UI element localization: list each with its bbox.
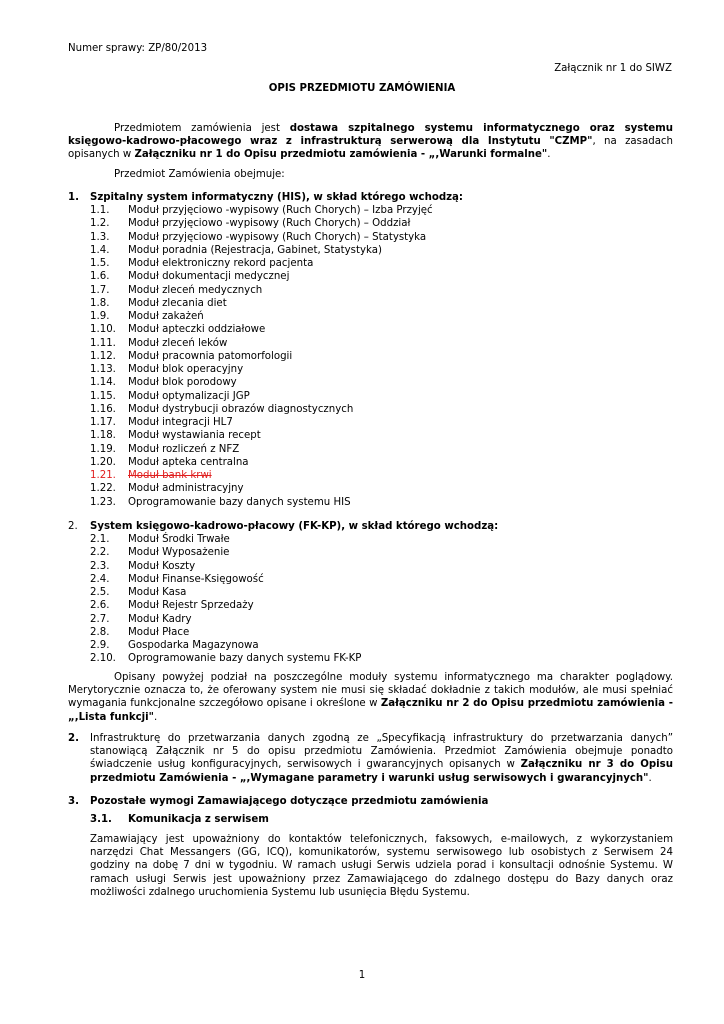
modules-note-text-2: . xyxy=(153,711,158,723)
annex-reference: Załącznik nr 1 do SIWZ xyxy=(554,63,672,74)
section-2-heading xyxy=(68,520,498,533)
list-item xyxy=(90,443,433,456)
point-2-paragraph xyxy=(68,732,673,785)
list-item xyxy=(90,310,433,323)
list-item xyxy=(90,546,361,559)
list-item-label: Moduł zlecania diet xyxy=(128,297,227,309)
point-2-text-2: . xyxy=(648,772,652,784)
list-item-number: 1.23. xyxy=(90,496,116,508)
list-item-number: 1.13. xyxy=(90,364,116,375)
list-item-label: Moduł Wyposażenie xyxy=(128,547,230,559)
list-item-label: Moduł Płace xyxy=(128,626,190,638)
list-item-number: 1.8. xyxy=(90,297,110,309)
list-item-number: 2.8. xyxy=(90,626,110,638)
list-item-label: Moduł blok porodowy xyxy=(128,377,237,389)
list-item-label: Moduł dystrybucji obrazów diagnostycznych xyxy=(128,403,354,415)
list-item-number: 2.9. xyxy=(90,640,110,651)
list-item-label: Moduł Finanse-Księgowość xyxy=(128,573,264,585)
list-item xyxy=(90,652,361,665)
list-item xyxy=(90,533,361,546)
list-item xyxy=(90,403,433,416)
intro-text: Przedmiotem zamówienia jest xyxy=(114,123,290,134)
list-item-number: 1.20. xyxy=(90,456,116,468)
point-2-annex-bold: Załączniku nr 3 do Opisu przedmiotu Zamówienia - „,Wymagane parametry i warunki usług serwisowych i gwarancyjnych" xyxy=(90,759,673,784)
scope-intro: Przedmiot Zamówienia obejmuje: xyxy=(114,169,285,180)
list-item-label: Gospodarka Magazynowa xyxy=(128,640,259,651)
intro-text-2: , na zasadach opisanych w xyxy=(68,136,673,161)
list-item xyxy=(90,204,433,217)
list-item-number: 1.4. xyxy=(90,244,110,256)
list-item-label: Moduł integracji HL7 xyxy=(128,417,233,428)
list-item xyxy=(90,599,361,612)
list-item-label: Moduł przyjęciowo -wypisowy (Ruch Chorych) – Statystyka xyxy=(128,231,427,243)
list-item xyxy=(90,613,361,626)
list-item xyxy=(90,284,433,297)
list-item-number: 1.12. xyxy=(90,350,116,362)
list-item-number: 2.1. xyxy=(90,534,110,545)
list-item-number: 1.2. xyxy=(90,218,110,230)
page-number: 1 xyxy=(358,970,366,981)
list-item-number: 1.5. xyxy=(90,258,110,269)
list-item-label: Oprogramowanie bazy danych systemu HIS xyxy=(128,496,351,508)
point-2-number: 2. xyxy=(68,733,79,744)
list-item-number: 1.10. xyxy=(90,324,116,336)
list-item-number: 1.22. xyxy=(90,483,116,495)
list-item-number: 1.16. xyxy=(90,403,116,415)
section-1-heading xyxy=(68,191,463,204)
list-item-number: 2.4. xyxy=(90,573,110,585)
list-item xyxy=(90,337,433,350)
list-item-number: 2.7. xyxy=(90,613,110,625)
section-1-number: 1. xyxy=(68,192,79,203)
list-item-label: Moduł zleceń medycznych xyxy=(128,284,263,296)
list-item-label: Moduł apteka centralna xyxy=(128,456,249,468)
list-item xyxy=(90,482,433,495)
section-1-title: Szpitalny system informatyczny (HIS), w skład którego wchodzą: xyxy=(90,192,464,203)
list-item-number: 1.6. xyxy=(90,271,110,283)
his-module-list xyxy=(90,204,433,509)
list-item-label: Moduł bank krwi xyxy=(128,470,212,481)
list-item-number: 1.14. xyxy=(90,377,116,389)
subsection-3-1-number: 3.1. xyxy=(90,814,112,825)
list-item-label: Moduł zakażeń xyxy=(128,311,204,322)
list-item xyxy=(90,469,433,482)
list-item xyxy=(90,560,361,573)
list-item-label: Moduł Środki Trwałe xyxy=(128,534,230,545)
list-item-label: Moduł optymalizacji JGP xyxy=(128,390,250,402)
list-item xyxy=(90,363,433,376)
list-item xyxy=(90,350,433,363)
list-item-number: 1.21. xyxy=(90,470,116,481)
list-item-number: 1.11. xyxy=(90,337,116,349)
intro-annex-bold: Załączniku nr 1 do Opisu przedmiotu zamówienia - „,Warunki formalne" xyxy=(134,149,548,161)
list-item xyxy=(90,297,433,310)
list-item xyxy=(90,496,433,509)
case-number: Numer sprawy: ZP/80/2013 xyxy=(68,43,208,54)
intro-subject-bold: dostawa szpitalnego systemu informatycznego oraz systemu księgowo-kadrowo-płacowego wraz z infrastrukturą serwerową dla Instytutu "CZMP" xyxy=(68,123,674,148)
list-item-label: Moduł elektroniczny rekord pacjenta xyxy=(128,258,314,269)
list-item xyxy=(90,639,361,652)
service-communication-paragraph: Zamawiający jest upoważniony do kontaktów telefonicznych, faksowych, e-mailowych, z wykorzystaniem narzędzi Chat Messangers (GG, ICQ), komunikatorów, systemu serwisowego lub osobistych z Serwisem 24 godziny na dobę 7 dni w tygodniu. W ramach usługi Serwis udziela porad i konsultacji odnośnie Systemu. W ramach usługi Serwis jest upoważniony przez Zamawiającego do zdalnego dostępu do Bazy danych oraz możliwości zdalnego uruchomienia Systemu lub usunięcia Błędu Systemu. xyxy=(90,834,673,898)
list-item xyxy=(90,456,433,469)
list-item-number: 1.7. xyxy=(90,284,110,296)
list-item xyxy=(90,231,433,244)
list-item-label: Moduł poradnia (Rejestracja, Gabinet, Statystyka) xyxy=(128,244,382,256)
list-item-label: Moduł Kadry xyxy=(128,613,192,625)
list-item-number: 2.6. xyxy=(90,600,110,612)
list-item xyxy=(90,416,433,429)
list-item-label: Moduł Kasa xyxy=(128,587,187,598)
section-2-title: System księgowo-kadrowo-płacowy (FK-KP), w skład którego wchodzą: xyxy=(90,521,499,532)
list-item-label: Moduł pracownia patomorfologii xyxy=(128,350,293,362)
modules-note-paragraph xyxy=(68,671,673,724)
list-item-number: 1.15. xyxy=(90,390,116,402)
list-item-number: 1.17. xyxy=(90,417,116,428)
list-item-label: Moduł zleceń leków xyxy=(128,337,228,349)
list-item-label: Moduł dokumentacji medycznej xyxy=(128,271,290,283)
point-2-text: Infrastrukturę do przetwarzania danych zgodną ze „Specyfikacją infrastruktury do przetwarzania danych” stanowiącą Załącznik nr 5 do opisu przedmiotu Zamówienia. Przedmiot Zamówienia obejmuje ponadto świadczenie usług konfiguracyjnych, serwisowych i gwarancyjnych opisanych w xyxy=(90,733,673,771)
subsection-3-1-heading xyxy=(90,813,269,826)
list-item-number: 2.5. xyxy=(90,587,110,598)
list-item-label: Moduł przyjęciowo -wypisowy (Ruch Chorych) – Izba Przyjęć xyxy=(128,205,433,216)
list-item-label: Moduł przyjęciowo -wypisowy (Ruch Chorych) – Oddział xyxy=(128,218,411,230)
list-item-label: Moduł apteczki oddziałowe xyxy=(128,324,266,336)
list-item-number: 1.3. xyxy=(90,231,110,243)
document-title: OPIS PRZEDMIOTU ZAMÓWIENIA xyxy=(268,83,456,94)
section-3-heading xyxy=(68,795,488,808)
list-item-number: 2.10. xyxy=(90,653,116,665)
list-item xyxy=(90,323,433,336)
list-item xyxy=(90,626,361,639)
section-3-number: 3. xyxy=(68,796,79,807)
list-item-label: Oprogramowanie bazy danych systemu FK-KP xyxy=(128,653,362,665)
list-item-number: 1.19. xyxy=(90,443,116,455)
list-item xyxy=(90,586,361,599)
intro-paragraph xyxy=(68,122,673,162)
list-item xyxy=(90,390,433,403)
list-item-label: Moduł rozliczeń z NFZ xyxy=(128,443,240,455)
section-2-number: 2. xyxy=(68,521,78,532)
subsection-3-1-title: Komunikacja z serwisem xyxy=(128,814,269,825)
list-item-label: Moduł wystawiania recept xyxy=(128,430,261,442)
list-item xyxy=(90,270,433,283)
section-3-title: Pozostałe wymogi Zamawiającego dotyczące przedmiotu zamówienia xyxy=(90,796,489,807)
list-item xyxy=(90,376,433,389)
list-item-number: 1.18. xyxy=(90,430,116,442)
list-item-label: Moduł Koszty xyxy=(128,560,196,572)
list-item xyxy=(90,217,433,230)
fkkp-module-list xyxy=(90,533,361,666)
list-item-number: 1.9. xyxy=(90,311,110,322)
intro-text-3: . xyxy=(547,149,551,161)
list-item-number: 2.3. xyxy=(90,560,110,572)
modules-note-annex-bold: Załączniku nr 2 do Opisu przedmiotu zamówienia - „,Lista funkcji" xyxy=(68,698,673,723)
list-item-label: Moduł Rejestr Sprzedaży xyxy=(128,600,254,612)
list-item xyxy=(90,573,361,586)
list-item-number: 1.1. xyxy=(90,205,110,216)
list-item-label: Moduł blok operacyjny xyxy=(128,364,244,375)
list-item xyxy=(90,429,433,442)
list-item xyxy=(90,244,433,257)
modules-note-text: Opisany powyżej podział na poszczególne moduły systemu informatycznego ma charakter poglądowy. Merytorycznie oznacza to, że oferowany system nie musi się składać dokładnie z takich modułów, ale musi spełniać wymagania funkcjonalne szczegółowo opisane i określone w xyxy=(68,672,673,710)
list-item xyxy=(90,257,433,270)
list-item-number: 2.2. xyxy=(90,547,110,559)
list-item-label: Moduł administracyjny xyxy=(128,483,244,495)
